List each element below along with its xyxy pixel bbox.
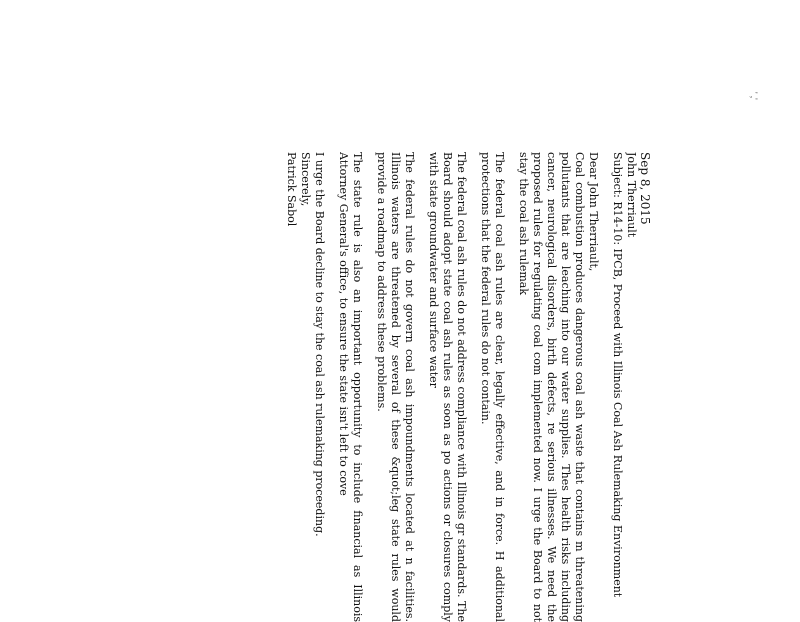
letter-greeting: Dear John Therriault, [587,152,600,272]
letter-paragraph: The federal coal ash rules are clear, legally effective, and in force. H additional protections that the federal rules do not contain. [479,152,506,622]
letter-subject: Subject: R14-10: IPCB, Proceed with Illinois Coal Ash Rulemaking Environment [611,152,624,598]
letter-date: Sep 8, 2015 [638,152,652,225]
letter-recipient: John Therriault [625,152,638,238]
letter-paragraph: Coal combustion produces dangerous coal ash waste that contains m threatening pollutants that are leaching into our water supplies. Thes health risks including cancer, neurological disorders, birth defects, re serious illnesses. We need the proposed rules for regulating coal com implemented now. I urge the Board to not stay the coal ash rulemak [517,152,586,622]
letter-closing: Sincerely, [299,152,312,207]
scan-speck: ' ,' [749,92,759,100]
letter-paragraph: The federal rules do not govern coal ash impoundments located at n facilities. Illinois waters are threatened by several of these &quot;leg state rules would provide a roadmap to address these problems. [375,152,416,622]
letter-paragraph: The state rule is also an important opportunity to include financial as Illinois Attorney General's office, to ensure the state isn't left to cove [337,152,364,622]
letter-body [284,152,652,622]
letter-paragraph: The federal coal ash rules do not address compliance with Illinois gr standards. The Board should adopt state coal ash rules as soon as po actions or closures comply with state groundwater and surface water [427,152,468,622]
letter-paragraph: I urge the Board decline to stay the coal ash rulemaking proceeding. [313,152,326,537]
letter-signature: Patrick Sabol [285,152,298,227]
